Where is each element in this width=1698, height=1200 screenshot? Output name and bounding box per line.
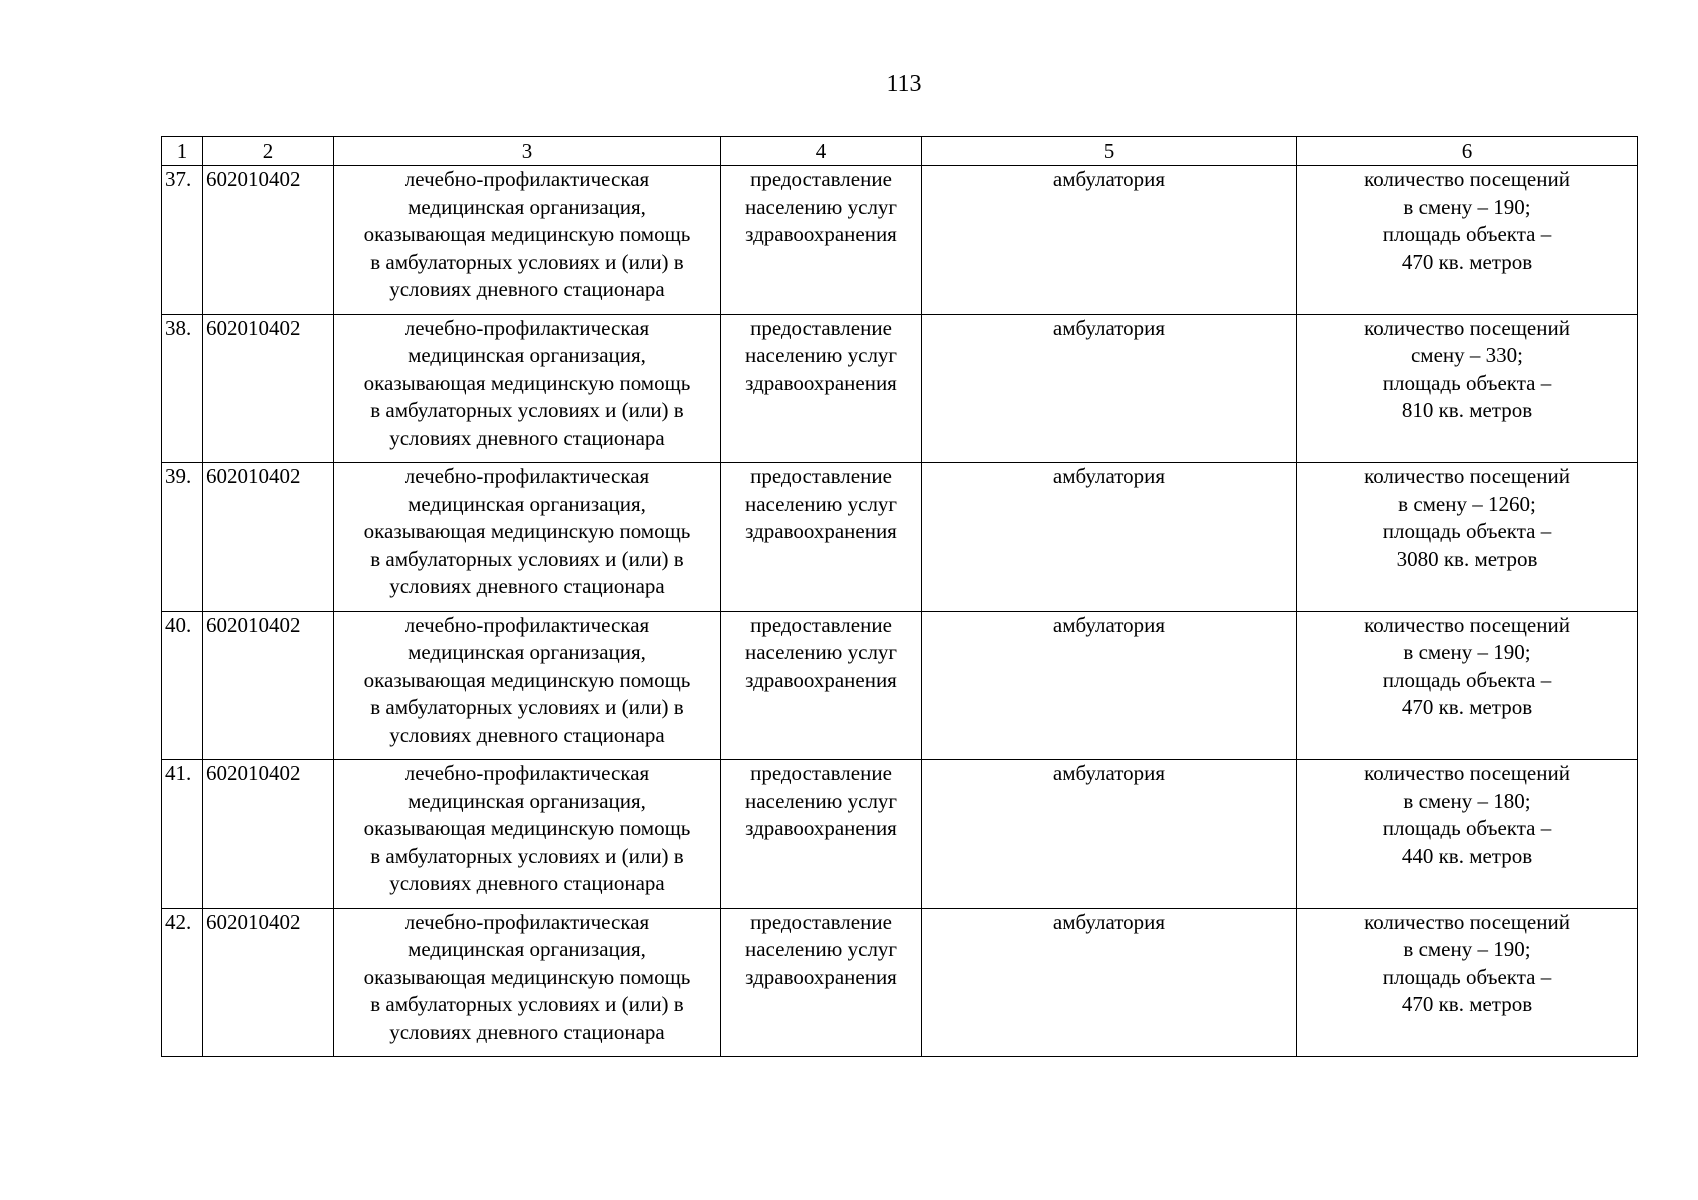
row-number: 40. [162,611,203,760]
column-header: 2 [203,137,334,166]
row-number: 42. [162,908,203,1057]
page-number: 113 [886,71,922,97]
object-purpose [721,908,922,1057]
object-name [334,908,721,1057]
registry-table [161,136,1638,1057]
object-purpose [721,314,922,463]
object-name-line: условиях дневного стационара [389,277,665,301]
object-name [334,611,721,760]
object-name-line: в амбулаторных условиях и (или) в [370,546,684,571]
object-characteristics-line: площадь объекта – [1382,667,1552,692]
object-purpose-line: населению услуг [744,194,898,219]
object-characteristics-line: 470 кв. метров [1401,695,1533,719]
object-code: 602010402 [203,760,334,909]
object-purpose-line: предоставление [750,315,892,340]
row-number: 41. [162,760,203,909]
object-purpose-line: предоставление [750,167,892,191]
object-name-line: условиях дневного стационара [389,1019,665,1044]
row-number: 38. [162,314,203,463]
object-purpose-line: предоставление [750,909,892,934]
object-characteristics-line: 470 кв. метров [1401,249,1533,274]
object-characteristics-line: в смену – 190; [1403,640,1531,664]
object-characteristics [1297,166,1638,315]
object-name-line: лечебно-профилактическая [404,464,650,488]
object-characteristics-line: 440 кв. метров [1401,843,1533,868]
object-name-line: медицинская организация, [408,194,646,219]
object-name-line: лечебно-профилактическая [404,761,650,785]
object-name-line: условиях дневного стационара [389,425,665,450]
column-header: 5 [922,137,1297,166]
object-purpose-line: населению услуг [744,491,898,516]
object-characteristics-line: количество посещений [1364,761,1570,785]
object-name-line: лечебно-профилактическая [404,315,650,340]
object-purpose-line: здравоохранения [745,667,897,692]
object-purpose [721,463,922,612]
object-characteristics-line: в смену – 190; [1403,194,1531,219]
object-purpose-line: предоставление [750,612,892,637]
object-name-line: оказывающая медицинскую помощь [363,519,691,543]
column-header: 6 [1297,137,1638,166]
object-name-line: медицинская организация, [408,343,646,367]
object-code: 602010402 [203,166,334,315]
object-characteristics [1297,908,1638,1057]
object-type: амбулатория [922,314,1297,463]
object-characteristics [1297,760,1638,909]
object-code: 602010402 [203,463,334,612]
object-characteristics-line: смену – 330; [1410,343,1523,367]
object-purpose-line: здравоохранения [745,222,897,246]
object-purpose-line: здравоохранения [745,519,897,543]
row-number: 37. [162,166,203,315]
object-type: амбулатория [922,611,1297,760]
object-purpose-line: предоставление [750,464,892,488]
object-characteristics-line: количество посещений [1364,464,1570,488]
object-name-line: в амбулаторных условиях и (или) в [370,398,684,422]
object-name-line: лечебно-профилактическая [404,167,650,191]
object-code: 602010402 [203,611,334,760]
object-characteristics-line: площадь объекта – [1382,816,1552,840]
object-name-line: в амбулаторных условиях и (или) в [370,843,684,868]
object-characteristics-line: в смену – 190; [1403,937,1531,961]
object-purpose-line: населению услуг [744,343,898,367]
object-name-line: оказывающая медицинскую помощь [363,222,691,246]
row-number: 39. [162,463,203,612]
object-purpose-line: населению услуг [744,640,898,664]
object-name-line: в амбулаторных условиях и (или) в [370,249,684,274]
object-purpose-line: здравоохранения [745,964,897,989]
object-name-line: оказывающая медицинскую помощь [363,667,691,692]
object-characteristics-line: площадь объекта – [1382,519,1552,543]
object-purpose-line: здравоохранения [745,816,897,840]
object-name-line: оказывающая медицинскую помощь [363,370,691,395]
object-name-line: в амбулаторных условиях и (или) в [370,992,684,1016]
object-purpose [721,611,922,760]
object-name-line: лечебно-профилактическая [404,612,650,637]
object-characteristics [1297,611,1638,760]
column-number-row [162,137,1638,166]
table-row [162,908,1638,1057]
object-code: 602010402 [203,908,334,1057]
object-purpose-line: предоставление [750,761,892,785]
object-characteristics-line: 470 кв. метров [1401,992,1533,1016]
object-name-line: условиях дневного стационара [389,871,665,895]
object-name [334,760,721,909]
object-name-line: медицинская организация, [408,937,646,961]
object-characteristics [1297,463,1638,612]
object-code: 602010402 [203,314,334,463]
object-name [334,314,721,463]
object-name-line: условиях дневного стационара [389,722,665,747]
object-name-line: медицинская организация, [408,640,646,664]
object-purpose-line: населению услуг [744,937,898,961]
object-name [334,463,721,612]
object-characteristics-line: количество посещений [1364,315,1570,340]
object-type: амбулатория [922,463,1297,612]
object-name-line: медицинская организация, [408,788,646,813]
object-name-line: оказывающая медицинскую помощь [363,964,691,989]
object-characteristics-line: площадь объекта – [1382,370,1552,395]
object-purpose [721,760,922,909]
object-type: амбулатория [922,166,1297,315]
table-body [162,166,1638,1057]
object-characteristics-line: количество посещений [1364,167,1570,191]
column-header: 4 [721,137,922,166]
object-characteristics-line: площадь объекта – [1382,964,1552,989]
object-characteristics-line: количество посещений [1364,909,1570,934]
object-name-line: оказывающая медицинскую помощь [363,816,691,840]
object-characteristics-line: в смену – 180; [1403,788,1531,813]
object-name [334,166,721,315]
table-row [162,166,1638,315]
object-characteristics-line: площадь объекта – [1382,222,1552,246]
column-header: 1 [162,137,203,166]
object-characteristics-line: в смену – 1260; [1398,491,1536,516]
object-purpose-line: здравоохранения [745,370,897,395]
object-characteristics-line: 810 кв. метров [1401,398,1533,422]
object-characteristics [1297,314,1638,463]
table-row [162,314,1638,463]
object-type: амбулатория [922,908,1297,1057]
object-type: амбулатория [922,760,1297,909]
table-row [162,760,1638,909]
object-characteristics-line: 3080 кв. метров [1396,546,1538,571]
object-name-line: лечебно-профилактическая [404,909,650,934]
table-row [162,463,1638,612]
object-characteristics-line: количество посещений [1364,612,1570,637]
object-name-line: условиях дневного стационара [389,574,665,598]
object-purpose [721,166,922,315]
table-row [162,611,1638,760]
column-header: 3 [334,137,721,166]
object-name-line: медицинская организация, [408,491,646,516]
object-name-line: в амбулаторных условиях и (или) в [370,695,684,719]
object-purpose-line: населению услуг [744,788,898,813]
